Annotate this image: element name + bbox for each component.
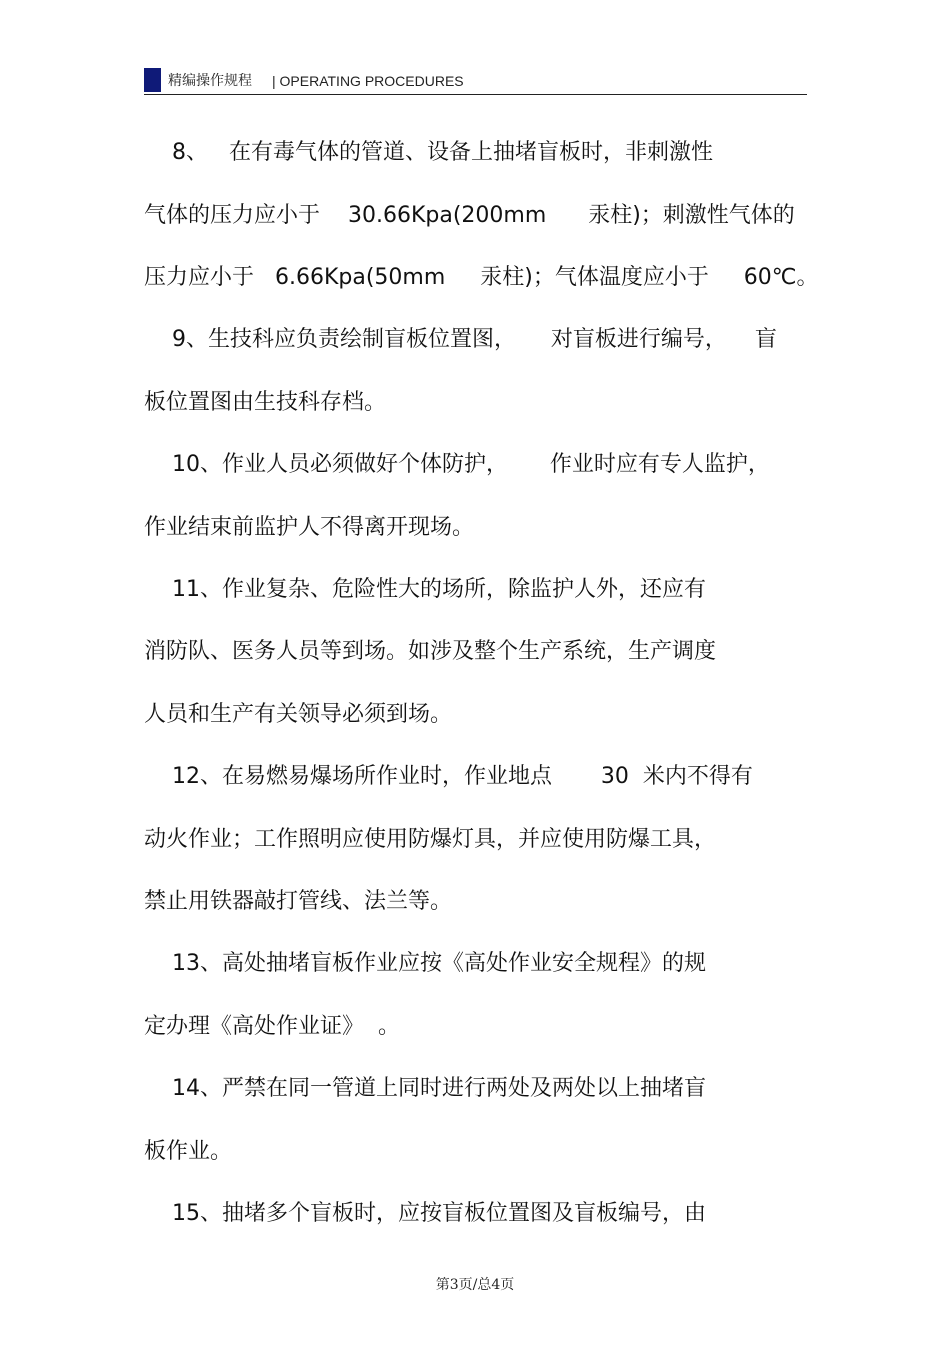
header-logo bbox=[144, 68, 161, 92]
text-line: 11、作业复杂、危险性大的场所，除监护人外，还应有 bbox=[144, 577, 706, 602]
header-divider bbox=[144, 94, 807, 95]
text-line: 作业结束前监护人不得离开现场。 bbox=[144, 515, 475, 540]
text-line: 8、 在有毒气体的管道、设备上抽堵盲板时，非刺激性 bbox=[144, 140, 713, 165]
text-line: 12、在易燃易爆场所作业时，作业地点 30 米内不得有 bbox=[144, 764, 753, 789]
text-line: 气体的压力应小于 30.66Kpa(200mm 汞柱)；刺激性气体的 bbox=[144, 203, 795, 228]
text-line: 15、抽堵多个盲板时，应按盲板位置图及盲板编号，由 bbox=[144, 1201, 706, 1226]
text-line: 14、严禁在同一管道上同时进行两处及两处以上抽堵盲 bbox=[144, 1076, 706, 1101]
text-line: 板作业。 bbox=[144, 1139, 233, 1164]
text-line: 消防队、医务人员等到场。如涉及整个生产系统，生产调度 bbox=[144, 639, 717, 664]
text-line: 压力应小于 6.66Kpa(50mm 汞柱)；气体温度应小于 60℃。 bbox=[144, 265, 819, 290]
text-line: 定办理《高处作业证》 。 bbox=[144, 1014, 400, 1039]
page-number: 第3页/总4页 bbox=[435, 1277, 515, 1293]
text-line: 9、生技科应负责绘制盲板位置图， 对盲板进行编号， 盲 bbox=[144, 327, 777, 352]
text-line: 禁止用铁器敲打管线、法兰等。 bbox=[144, 889, 453, 914]
text-line: 人员和生产有关领导必须到场。 bbox=[144, 702, 453, 727]
text-line: 10、作业人员必须做好个体防护， 作业时应有专人监护， bbox=[144, 452, 770, 477]
header-subtitle: | OPERATING PROCEDURES bbox=[272, 73, 464, 89]
text-line: 动火作业；工作照明应使用防爆灯具，并应使用防爆工具， bbox=[144, 827, 717, 852]
text-line: 板位置图由生技科存档。 bbox=[144, 390, 387, 415]
header-title: 精编操作规程 bbox=[168, 73, 252, 89]
text-line: 13、高处抽堵盲板作业应按《高处作业安全规程》的规 bbox=[144, 951, 706, 976]
